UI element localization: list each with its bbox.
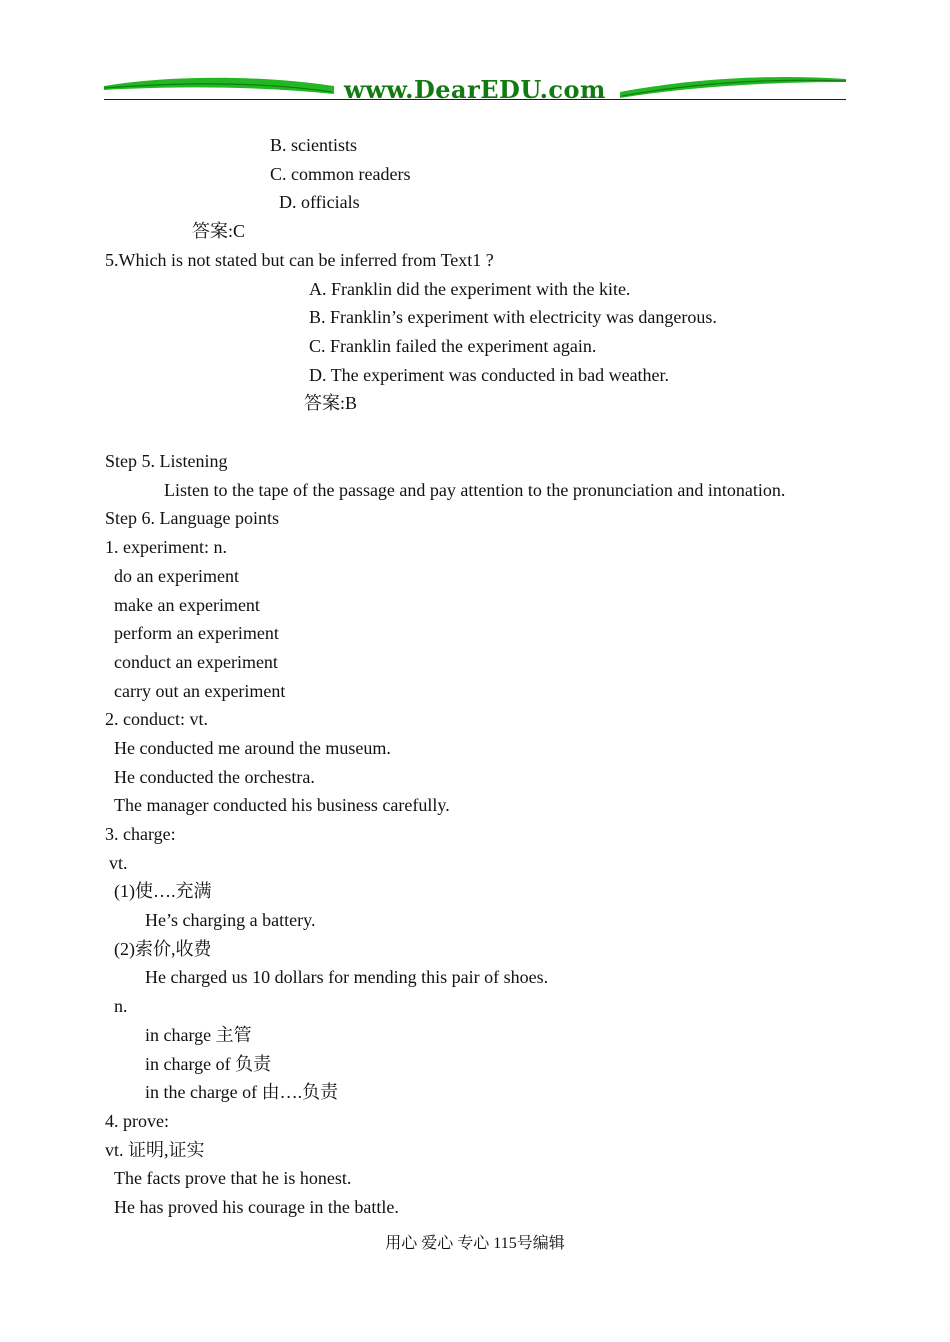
site-logo-text: www.DearEDU.com: [344, 75, 606, 104]
phrase-line: do an experiment: [114, 566, 239, 586]
example-sentence: The facts prove that he is honest.: [114, 1168, 352, 1188]
page-footer: 用心 爱心 专心 115号编辑: [385, 1235, 565, 1252]
point-4-heading: 4. prove:: [105, 1111, 169, 1131]
option-c: C. common readers: [270, 164, 411, 184]
answer-5: 答案:B: [304, 393, 358, 413]
option-b: B. scientists: [270, 135, 358, 155]
option-d: D. officials: [279, 192, 360, 212]
example-sentence: He conducted the orchestra.: [114, 767, 315, 787]
q5-option-a: A. Franklin did the experiment with the kite.: [309, 279, 631, 299]
phrase-line: in charge 主管: [145, 1025, 252, 1045]
header-rule: [104, 99, 846, 100]
step-5-heading: Step 5. Listening: [105, 451, 228, 471]
step-5-instruction: Listen to the tape of the passage and pay attention to the pronunciation and intonation.: [164, 480, 786, 500]
part-of-speech-label: vt.: [109, 853, 128, 873]
example-sentence: He has proved his courage in the battle.: [114, 1197, 399, 1217]
part-of-speech-label: vt. 证明,证实: [105, 1140, 205, 1160]
phrase-line: carry out an experiment: [114, 681, 286, 701]
point-3-heading: 3. charge:: [105, 824, 176, 844]
part-of-speech-label: n.: [114, 996, 128, 1016]
example-sentence: He conducted me around the museum.: [114, 738, 391, 758]
sense-label: (1)使….充满: [114, 881, 212, 901]
phrase-line: perform an experiment: [114, 623, 279, 643]
example-sentence: The manager conducted his business carefully.: [114, 795, 450, 815]
phrase-line: in charge of 负责: [145, 1054, 272, 1074]
point-1-heading: 1. experiment: n.: [105, 537, 227, 557]
phrase-line: make an experiment: [114, 595, 260, 615]
q5-option-d: D. The experiment was conducted in bad weather.: [309, 365, 670, 385]
point-2-heading: 2. conduct: vt.: [105, 709, 208, 729]
phrase-line: conduct an experiment: [114, 652, 278, 672]
example-sentence: He’s charging a battery.: [145, 910, 316, 930]
page-header: [104, 72, 846, 106]
step-6-heading: Step 6. Language points: [105, 508, 279, 528]
sense-label: (2)索价,收费: [114, 939, 212, 959]
question-5: 5.Which is not stated but can be inferred from Text1 ?: [105, 250, 494, 270]
phrase-line: in the charge of 由….负责: [145, 1082, 339, 1102]
answer-4: 答案:C: [192, 221, 246, 241]
q5-option-c: C. Franklin failed the experiment again.: [309, 336, 597, 356]
example-sentence: He charged us 10 dollars for mending this pair of shoes.: [145, 967, 549, 987]
q5-option-b: B. Franklin’s experiment with electricity was dangerous.: [309, 307, 717, 327]
